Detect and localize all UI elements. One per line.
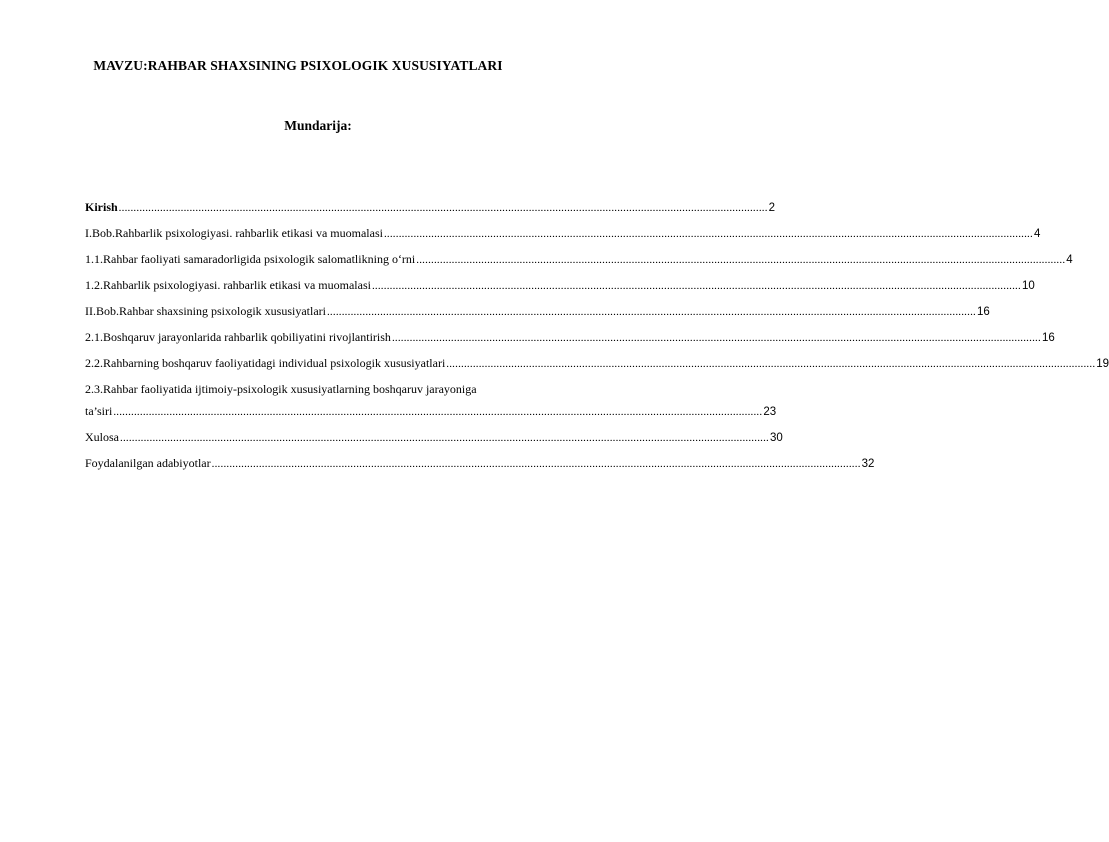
toc-dot-leader: ............................................................................................................................................................................................................................ [118,202,768,214]
toc-entry-multiline[interactable] [85,381,777,429]
toc-entry[interactable] [85,225,1041,251]
toc-entry[interactable] [85,329,1055,355]
toc-entry[interactable] [85,303,990,329]
toc-entry-title-line1: 2.3.Rahbar faoliyatida ijtimoiy-psixologik xususiyatlarning boshqaruv jarayoniga [85,382,477,396]
toc-entry-page: 4 [1066,254,1073,266]
toc-entry[interactable] [85,251,1073,277]
toc-dot-leader: ............................................................................................................................................................................................................................ [371,280,1021,292]
table-of-contents [85,199,1109,481]
toc-dot-leader: ............................................................................................................................................................................................................................ [211,458,861,470]
toc-entry-title: 2.2.Rahbarning boshqaruv faoliyatidagi individual psixologik xususiyatlari [85,356,446,370]
toc-entry-title: 1.1.Rahbar faoliyati samaradorligida psixologik salomatlikning o‘rni [85,252,416,266]
toc-dot-leader: ............................................................................................................................................................................................................................ [446,358,1096,370]
toc-entry-title: 1.2.Rahbarlik psixologiyasi. rahbarlik etikasi va muomalasi [85,278,371,292]
contents-heading: Mundarija: [284,118,352,133]
toc-entry-title: ta’siri [85,404,113,418]
toc-entry-title: Xulosa [85,430,119,444]
document-title: MAVZU:RAHBAR SHAXSINING PSIXOLOGIK XUSUSIYATLARI [93,58,503,73]
toc-entry-title: Foydalanilgan adabiyotlar [85,456,211,470]
toc-dot-leader: ............................................................................................................................................................................................................................ [391,332,1041,344]
toc-dot-leader: ............................................................................................................................................................................................................................ [113,406,763,418]
toc-dot-leader: ............................................................................................................................................................................................................................ [383,228,1033,240]
toc-dot-leader: ............................................................................................................................................................................................................................ [326,306,976,318]
toc-entry-page: 16 [1041,332,1055,344]
toc-entry-page: 4 [1033,228,1041,240]
toc-entry-page: 10 [1021,280,1035,292]
toc-dot-leader: ............................................................................................................................................................................................................................ [120,432,769,444]
toc-entry-title: 2.1.Boshqaruv jarayonlarida rahbarlik qobiliyatini rivojlantirish [85,330,391,344]
toc-entry-title: Kirish [85,200,118,214]
toc-entry-page: 16 [976,306,990,318]
toc-entry-page: 19 [1096,358,1109,370]
toc-entry[interactable] [85,455,875,481]
toc-entry-title: II.Bob.Rahbar shaxsining psixologik xususiyatlari [85,304,326,318]
toc-entry-page: 23 [763,406,777,418]
toc-entry-page: 30 [770,432,783,444]
toc-entry-title: I.Bob.Rahbarlik psixologiyasi. rahbarlik etikasi va muomalasi [85,226,383,240]
toc-entry-page: 32 [861,458,875,470]
toc-entry[interactable] [85,355,1109,381]
toc-entry-page: 2 [768,202,776,214]
toc-entry[interactable] [85,277,1035,303]
toc-entry [85,403,777,429]
toc-entry[interactable] [85,429,783,455]
toc-entry[interactable] [85,199,776,225]
toc-dot-leader: ............................................................................................................................................................................................................................ [416,254,1066,266]
